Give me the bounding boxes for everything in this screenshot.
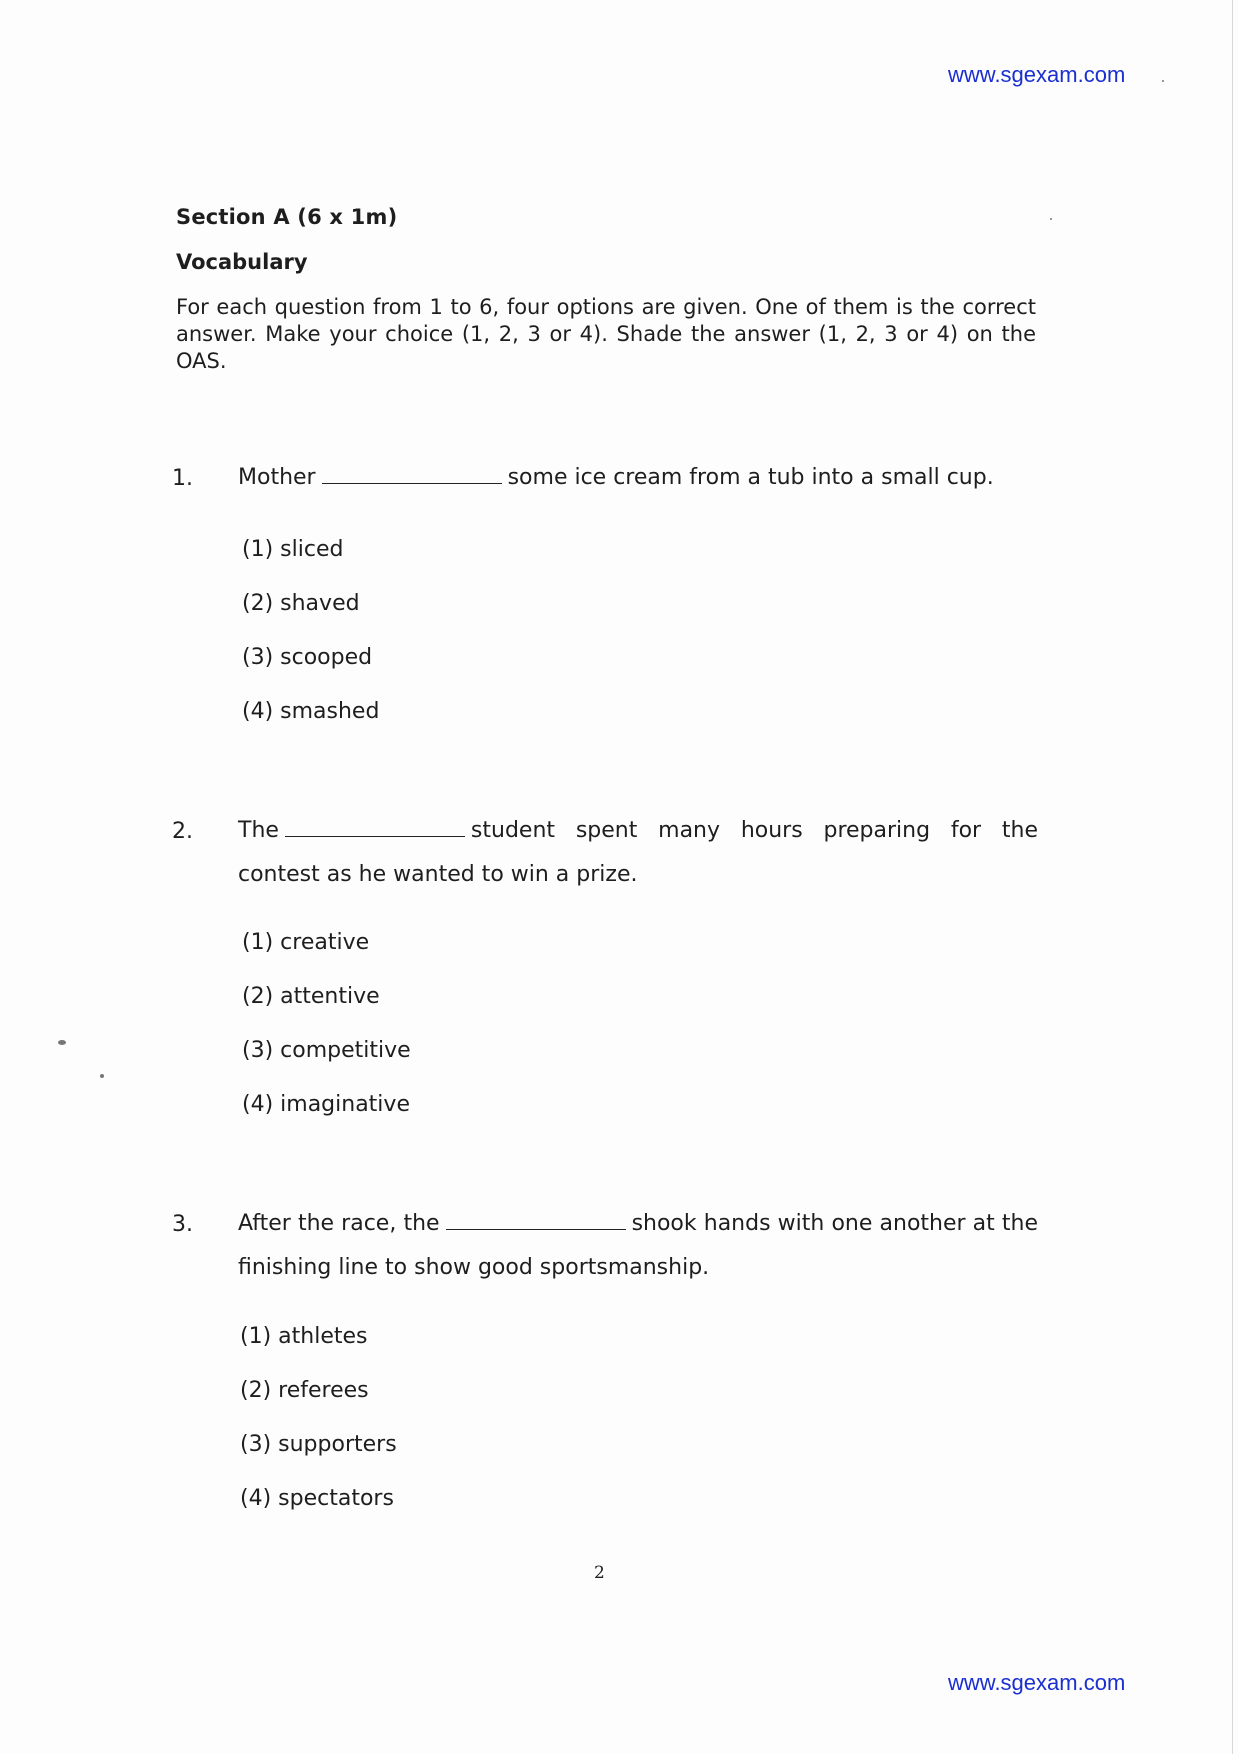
option: (4) imaginative [242, 1092, 410, 1117]
question-number: 1. [172, 466, 193, 491]
stem-after-blank: shook hands with one another at the finishing line to show good sportsmanship. [238, 1211, 1039, 1280]
scan-speck [1050, 218, 1052, 220]
question-stem [238, 1202, 1038, 1290]
option: (3) supporters [240, 1432, 397, 1457]
stem-after-blank: some ice cream from a tub into a small cup. [507, 465, 994, 490]
stem-after-blank: student spent many hours preparing for the contest as he wanted to win a prize. [238, 818, 1038, 887]
scan-edge-line [1232, 0, 1233, 1754]
options-list-3 [240, 1324, 397, 1540]
question-stem [238, 809, 1038, 897]
watermark-link-top[interactable]: www.sgexam.com [948, 62, 1126, 87]
scan-speck [1162, 80, 1164, 82]
option: (1) creative [242, 930, 370, 955]
option: (1) athletes [240, 1324, 368, 1349]
question-number: 2. [172, 819, 193, 844]
section-heading: Section A (6 x 1m) [176, 205, 398, 229]
stem-before-blank: Mother [238, 465, 316, 490]
option: (3) competitive [242, 1038, 411, 1063]
answer-blank [322, 465, 502, 484]
question-number: 3. [172, 1212, 193, 1237]
instructions-paragraph: For each question from 1 to 6, four options are given. One of them is the correct answer. Make your choice (1, 2, 3 or 4). Shade the answer (1, 2, 3 or 4) on the OAS. [176, 295, 1036, 373]
option: (4) spectators [240, 1486, 394, 1511]
scan-speck [100, 1074, 104, 1078]
vocabulary-heading: Vocabulary [176, 250, 308, 274]
option: (2) shaved [242, 591, 360, 616]
scan-speck [58, 1040, 66, 1045]
option: (2) referees [240, 1378, 369, 1403]
option: (1) sliced [242, 537, 344, 562]
answer-blank [285, 818, 465, 837]
question-stem [238, 456, 1038, 500]
option: (2) attentive [242, 984, 380, 1009]
stem-before-blank: After the race, the [238, 1211, 440, 1236]
option: (4) smashed [242, 699, 380, 724]
options-list-1 [242, 537, 379, 753]
options-list-2 [242, 930, 411, 1146]
stem-before-blank: The [238, 818, 279, 843]
page-number: 2 [594, 1563, 605, 1583]
option: (3) scooped [242, 645, 373, 670]
watermark-link-bottom[interactable]: www.sgexam.com [948, 1670, 1126, 1695]
answer-blank [446, 1211, 626, 1230]
